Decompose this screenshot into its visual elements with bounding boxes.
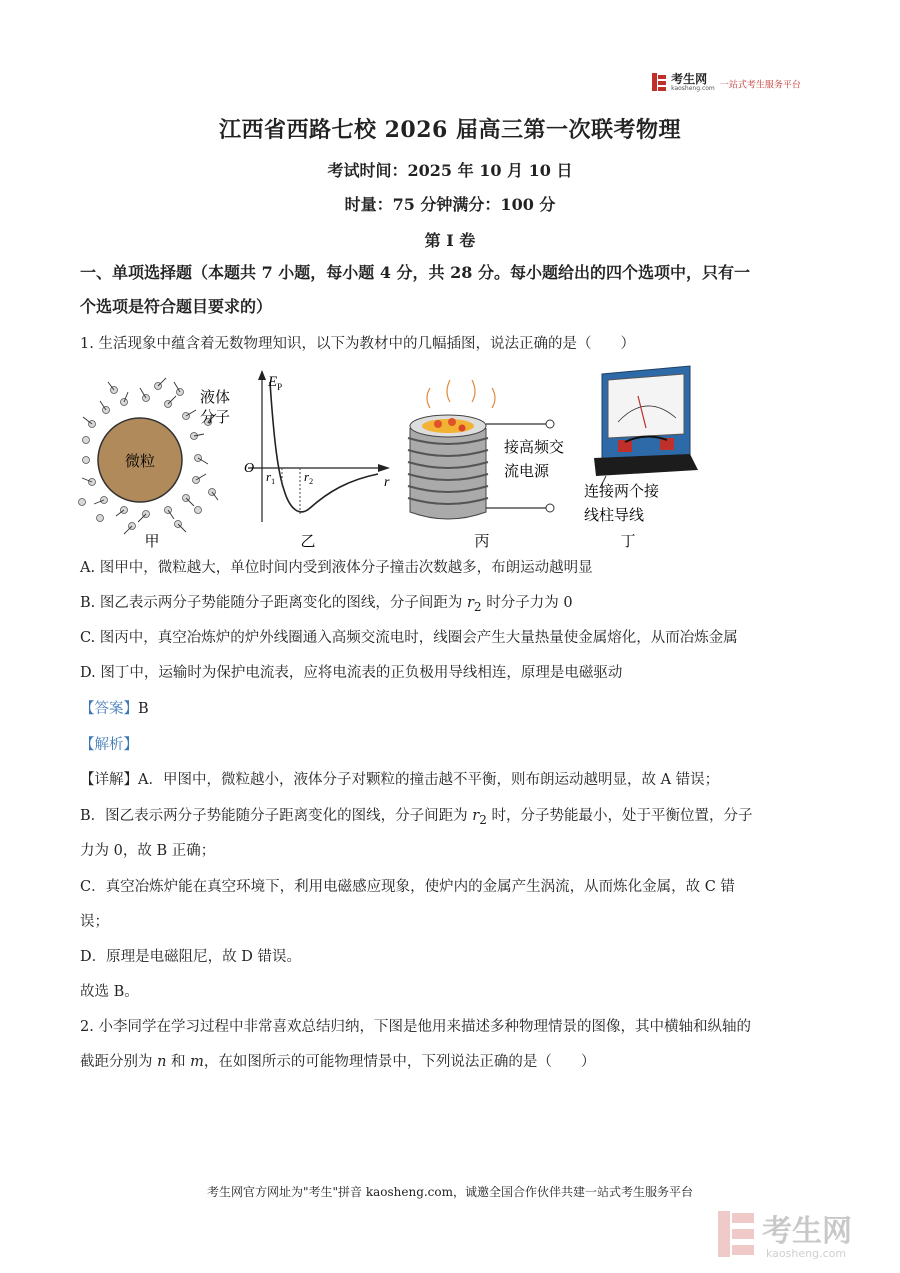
molecule-label-2: 分子 xyxy=(200,408,231,426)
molten-metal xyxy=(422,419,474,433)
detail-a: 【详解】A．甲图中，微粒越小，液体分子对颗粒的撞击越不平衡，则布朗运动越明显，故 A 错误； xyxy=(80,772,720,788)
caption-yi: 乙 xyxy=(300,532,316,550)
figure-jia xyxy=(79,378,231,550)
q2-line2: 截距分别为 n 和 m，在如图所示的可能物理情景中，下列说法正确的是（ ） xyxy=(80,1054,596,1070)
q1-option-b: B. 图乙表示两分子势能随分子距离变化的图线，分子间距为 $r_2$ 时分子力为 0 xyxy=(80,595,573,614)
r2-label: $r_2$ xyxy=(304,469,314,486)
section1-line1: 一、单项选择题（本题共 7 小题，每小题 4 分，共 28 分。每小题给出的四个选项中，只有一 xyxy=(80,263,750,282)
q1-option-d: D. 图丁中，运输时为保护电流表，应将电流表的正负极用导线相连，原理是电磁驱动 xyxy=(80,665,623,681)
watermark-sub: kaosheng.com xyxy=(766,1247,847,1260)
exam-duration: 时量：75 分钟满分：100 分 xyxy=(344,195,556,214)
volume-heading: 第 I 卷 xyxy=(424,231,476,250)
section1-line2: 个选项是符合题目要求的） xyxy=(80,297,273,316)
figure-ding xyxy=(584,366,698,550)
page-title: 江西省西路七校 2026 届高三第一次联考物理 xyxy=(218,117,682,143)
footer-text[interactable]: 考生网官方网址为"考生"拼音 kaosheng.com，诚邀全国合作伙伴共建一站式考生服务平台 xyxy=(206,1185,694,1199)
molecule-label-1: 液体 xyxy=(200,388,231,406)
ep-curve xyxy=(270,382,378,512)
caption-jia: 甲 xyxy=(144,532,160,550)
watermark xyxy=(712,1205,892,1263)
logo-slogan: 一站式考生服务平台 xyxy=(719,80,801,91)
terminal-top xyxy=(546,420,554,428)
header-logo[interactable] xyxy=(652,73,822,95)
detail-b1: B．图乙表示两分子势能随分子距离变化的图线，分子间距为 $r_2$ 时，分子势能最小，处于平衡位置，分子 xyxy=(80,808,753,827)
detail-b2: 力为 0，故 B 正确； xyxy=(80,843,216,859)
q1-figure xyxy=(78,362,758,554)
y-axis-arrow xyxy=(258,370,266,380)
heat-waves xyxy=(427,380,495,408)
watermark-icon xyxy=(718,1211,754,1257)
logo-sub: kaosheng.com xyxy=(671,85,715,92)
caption-ding: 丁 xyxy=(620,532,636,550)
bing-label-2: 流电源 xyxy=(504,462,550,480)
ding-label-2: 线柱导线 xyxy=(584,506,645,524)
q1-analysis-tag: 【解析】 xyxy=(80,737,138,753)
figure-yi xyxy=(244,370,390,550)
detail-c1: C．真空冶炼炉能在真空环境下，利用电磁感应现象，使炉内的金属产生涡流，从而炼化金属，故 C 错 xyxy=(80,879,735,895)
caption-bing: 丙 xyxy=(474,532,490,550)
ding-label-1: 连接两个接 xyxy=(584,482,660,500)
bing-label-1: 接高频交 xyxy=(504,438,565,456)
exam-time: 考试时间：2025 年 10 月 10 日 xyxy=(327,161,573,180)
terminal-bottom xyxy=(546,504,554,512)
figure-bing xyxy=(408,380,564,550)
q1-answer: 【答案】B xyxy=(80,701,149,717)
logo-text: 考生网 xyxy=(671,72,708,86)
particle-label: 微粒 xyxy=(124,452,156,470)
logo-icon xyxy=(652,73,666,95)
q1-option-a: A. 图甲中，微粒越大，单位时间内受到液体分子撞击次数越多，布朗运动越明显 xyxy=(80,560,593,576)
origin-label: O xyxy=(244,461,255,476)
watermark-text: 考生网 xyxy=(762,1214,852,1249)
x-axis-label: r xyxy=(384,475,390,490)
x-axis-arrow xyxy=(378,464,390,472)
y-axis-label: $E_P$ xyxy=(268,374,283,392)
detail-conclusion: 故选 B。 xyxy=(80,984,139,1000)
r1-label: $r_1$ xyxy=(266,469,276,486)
detail-c2: 误； xyxy=(80,914,109,930)
detail-d: D．原理是电磁阻尼，故 D 错误。 xyxy=(80,949,301,965)
q1-option-c: C. 图丙中，真空冶炼炉的炉外线圈通入高频交流电时，线圈会产生大量热量使金属熔化，从而冶炼金属 xyxy=(80,630,738,646)
q1-stem: 1. 生活现象中蕴含着无数物理知识，以下为教材中的几幅插图，说法正确的是（ ） xyxy=(80,336,635,352)
q2-line1: 2. 小李同学在学习过程中非常喜欢总结归纳，下图是他用来描述多种物理情景的图像，其中横轴和纵轴的 xyxy=(80,1019,751,1035)
